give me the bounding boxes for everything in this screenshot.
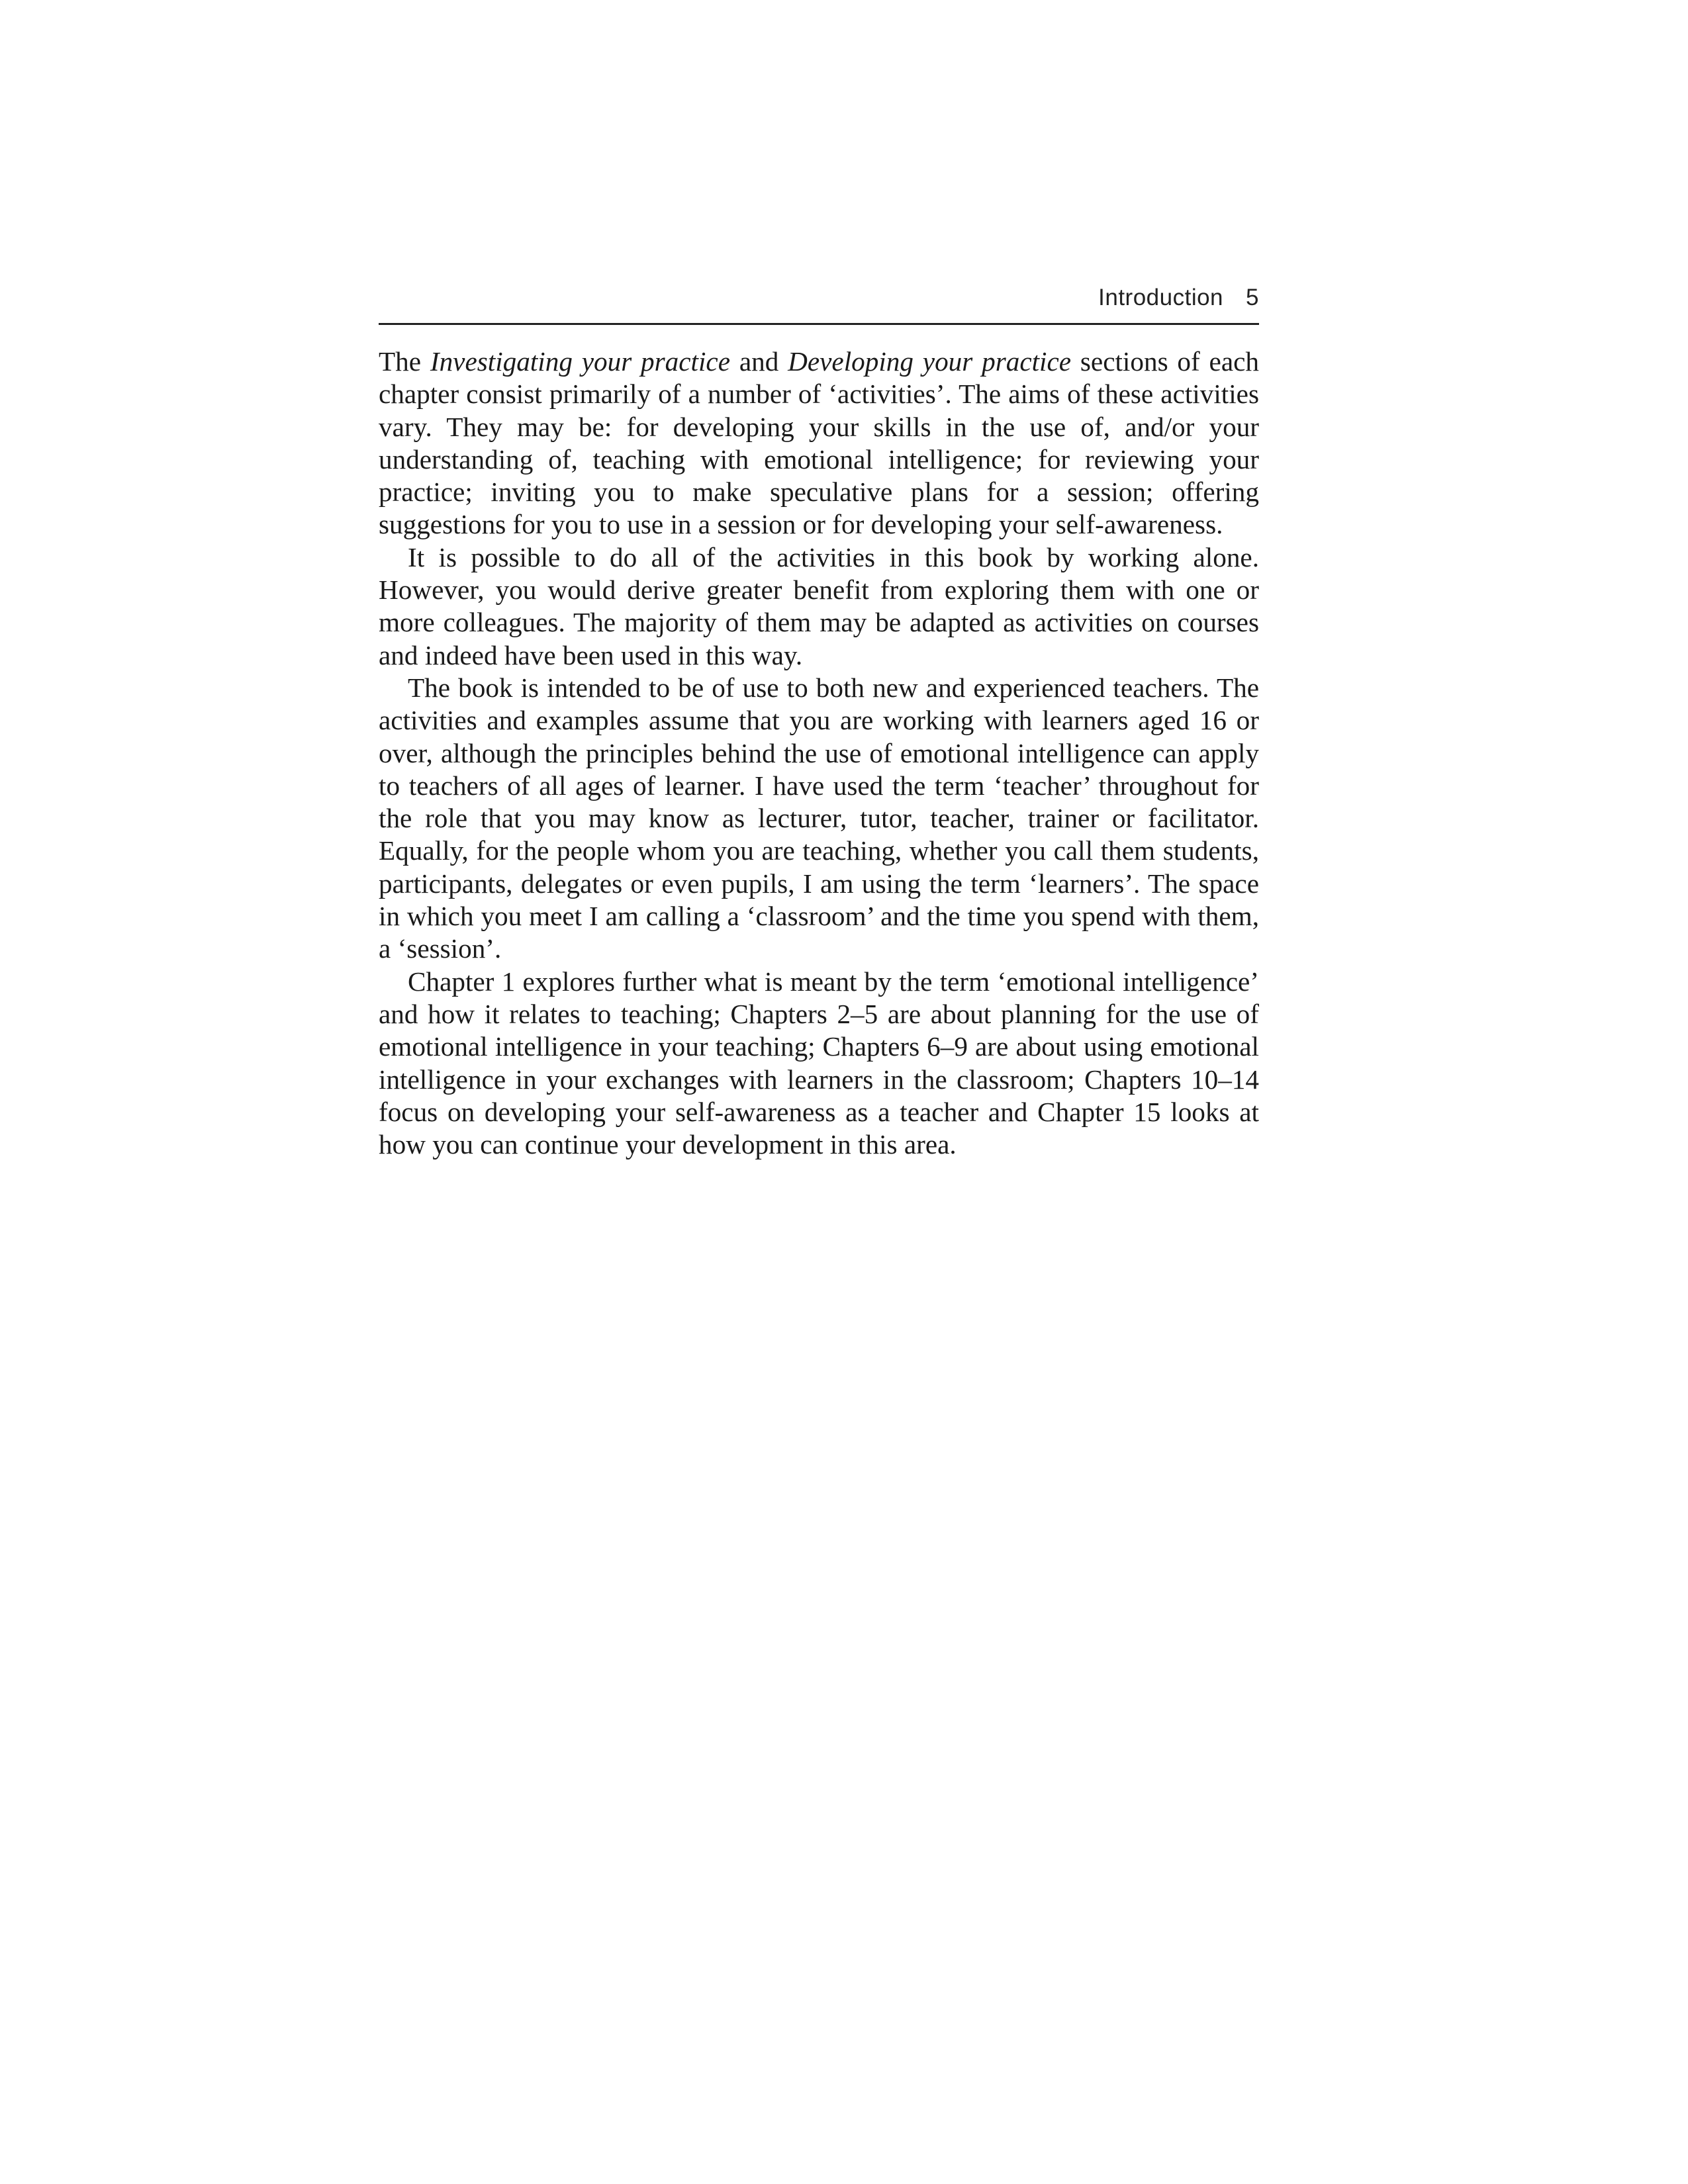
paragraph-2: It is possible to do all of the activities in this book by working alone. However, you would derive greater benefit from exploring them with one or more colleagues. The majority of them may be adapted as activities on courses and indeed have been used in this way. xyxy=(379,541,1259,670)
running-head xyxy=(379,273,1259,325)
paragraph-1-rest: sections of each chapter consist primarily of a number of ‘activities’. The aims of these activities vary. They may be: for developing your skills in the use of, and/or your understanding of, teaching with emotional intelligence; for reviewing your practice; inviting you to make speculative plans for a session; offering suggestions for you to use in a session or for developing your self-awareness. xyxy=(379,346,1259,540)
italic-title-developing: Developing your practice xyxy=(788,346,1072,377)
paragraph-1-start: The xyxy=(379,346,430,377)
body-text xyxy=(379,345,1259,1161)
paragraph-1-mid: and xyxy=(730,346,788,377)
paragraph-3: The book is intended to be of use to both new and experienced teachers. The activities and examples assume that you are working with learners aged 16 or over, although the principles behind the use of emotional intelligence can apply to teachers of all ages of learner. I have used the term ‘teacher’ throughout for the role that you may know as lecturer, tutor, teacher, trainer or facilitator. Equally, for the people whom you are teaching, whether you call them students, participants, delegates or even pupils, I am using the term ‘learners’. The space in which you meet I am calling a ‘classroom’ and the time you spend with them, a ‘session’. xyxy=(379,672,1259,964)
running-head-title: Introduction xyxy=(1098,285,1224,310)
italic-title-investigating: Investigating your practice xyxy=(430,346,730,377)
paragraph-4: Chapter 1 explores further what is meant by the term ‘emotional intelligence’ and how it relates to teaching; Chapters 2–5 are about planning for the use of emotional intelligence in your teaching; Chapters 6–9 are about using emotional intelligence in your exchanges with learners in the classroom; Chapters 10–14 focus on developing your self-awareness as a teacher and Chapter 15 looks at how you can continue your development in this area. xyxy=(379,966,1259,1160)
page-number: 5 xyxy=(1246,285,1259,310)
paragraph-1 xyxy=(379,345,1259,541)
